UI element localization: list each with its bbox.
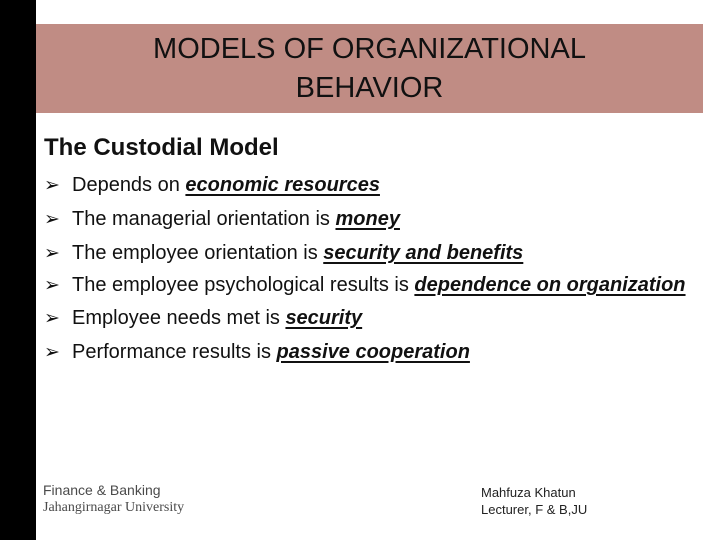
bullet-item bbox=[44, 335, 704, 369]
bullet-text: Employee needs met is bbox=[72, 307, 286, 329]
left-accent-bar bbox=[0, 0, 36, 540]
footer-university: Jahangirnagar University bbox=[43, 500, 185, 515]
bullet-item bbox=[44, 270, 704, 301]
arrow-bullet-icon: ➢ bbox=[44, 274, 60, 296]
footer-author-title: Lecturer, F & B,JU bbox=[481, 502, 588, 517]
arrow-bullet-icon: ➢ bbox=[44, 242, 60, 264]
bullet-emphasis: security and benefits bbox=[323, 242, 524, 264]
footer-department: Finance & Banking bbox=[43, 482, 161, 498]
slide-title-line-2: BEHAVIOR bbox=[295, 71, 444, 104]
bullet-text: The employee psychological results is bbox=[72, 274, 415, 296]
section-heading: The Custodial Model bbox=[44, 134, 279, 161]
bullet-item bbox=[44, 202, 704, 236]
bullet-emphasis: dependence on organization bbox=[414, 274, 686, 296]
bullet-list bbox=[44, 168, 704, 369]
arrow-bullet-icon: ➢ bbox=[44, 341, 60, 363]
slide-title-line-1: MODELS OF ORGANIZATIONAL bbox=[153, 32, 586, 65]
bullet-item bbox=[44, 168, 704, 202]
bullet-text: Depends on bbox=[72, 174, 186, 196]
bullet-emphasis: passive cooperation bbox=[276, 341, 470, 363]
bullet-emphasis: security bbox=[285, 307, 363, 329]
bullet-emphasis: money bbox=[335, 208, 400, 230]
footer-institution bbox=[43, 482, 184, 516]
title-banner bbox=[36, 24, 703, 113]
footer-author bbox=[481, 484, 587, 518]
bullet-text: Performance results is bbox=[72, 341, 277, 363]
bullet-text: The employee orientation is bbox=[72, 242, 324, 264]
footer-author-name: Mahfuza Khatun bbox=[481, 485, 576, 500]
arrow-bullet-icon: ➢ bbox=[44, 174, 60, 196]
arrow-bullet-icon: ➢ bbox=[44, 208, 60, 230]
bullet-text: The managerial orientation is bbox=[72, 208, 336, 230]
bullet-item bbox=[44, 236, 704, 270]
bullet-emphasis: economic resources bbox=[185, 174, 380, 196]
arrow-bullet-icon: ➢ bbox=[44, 307, 60, 329]
bullet-item bbox=[44, 301, 704, 335]
